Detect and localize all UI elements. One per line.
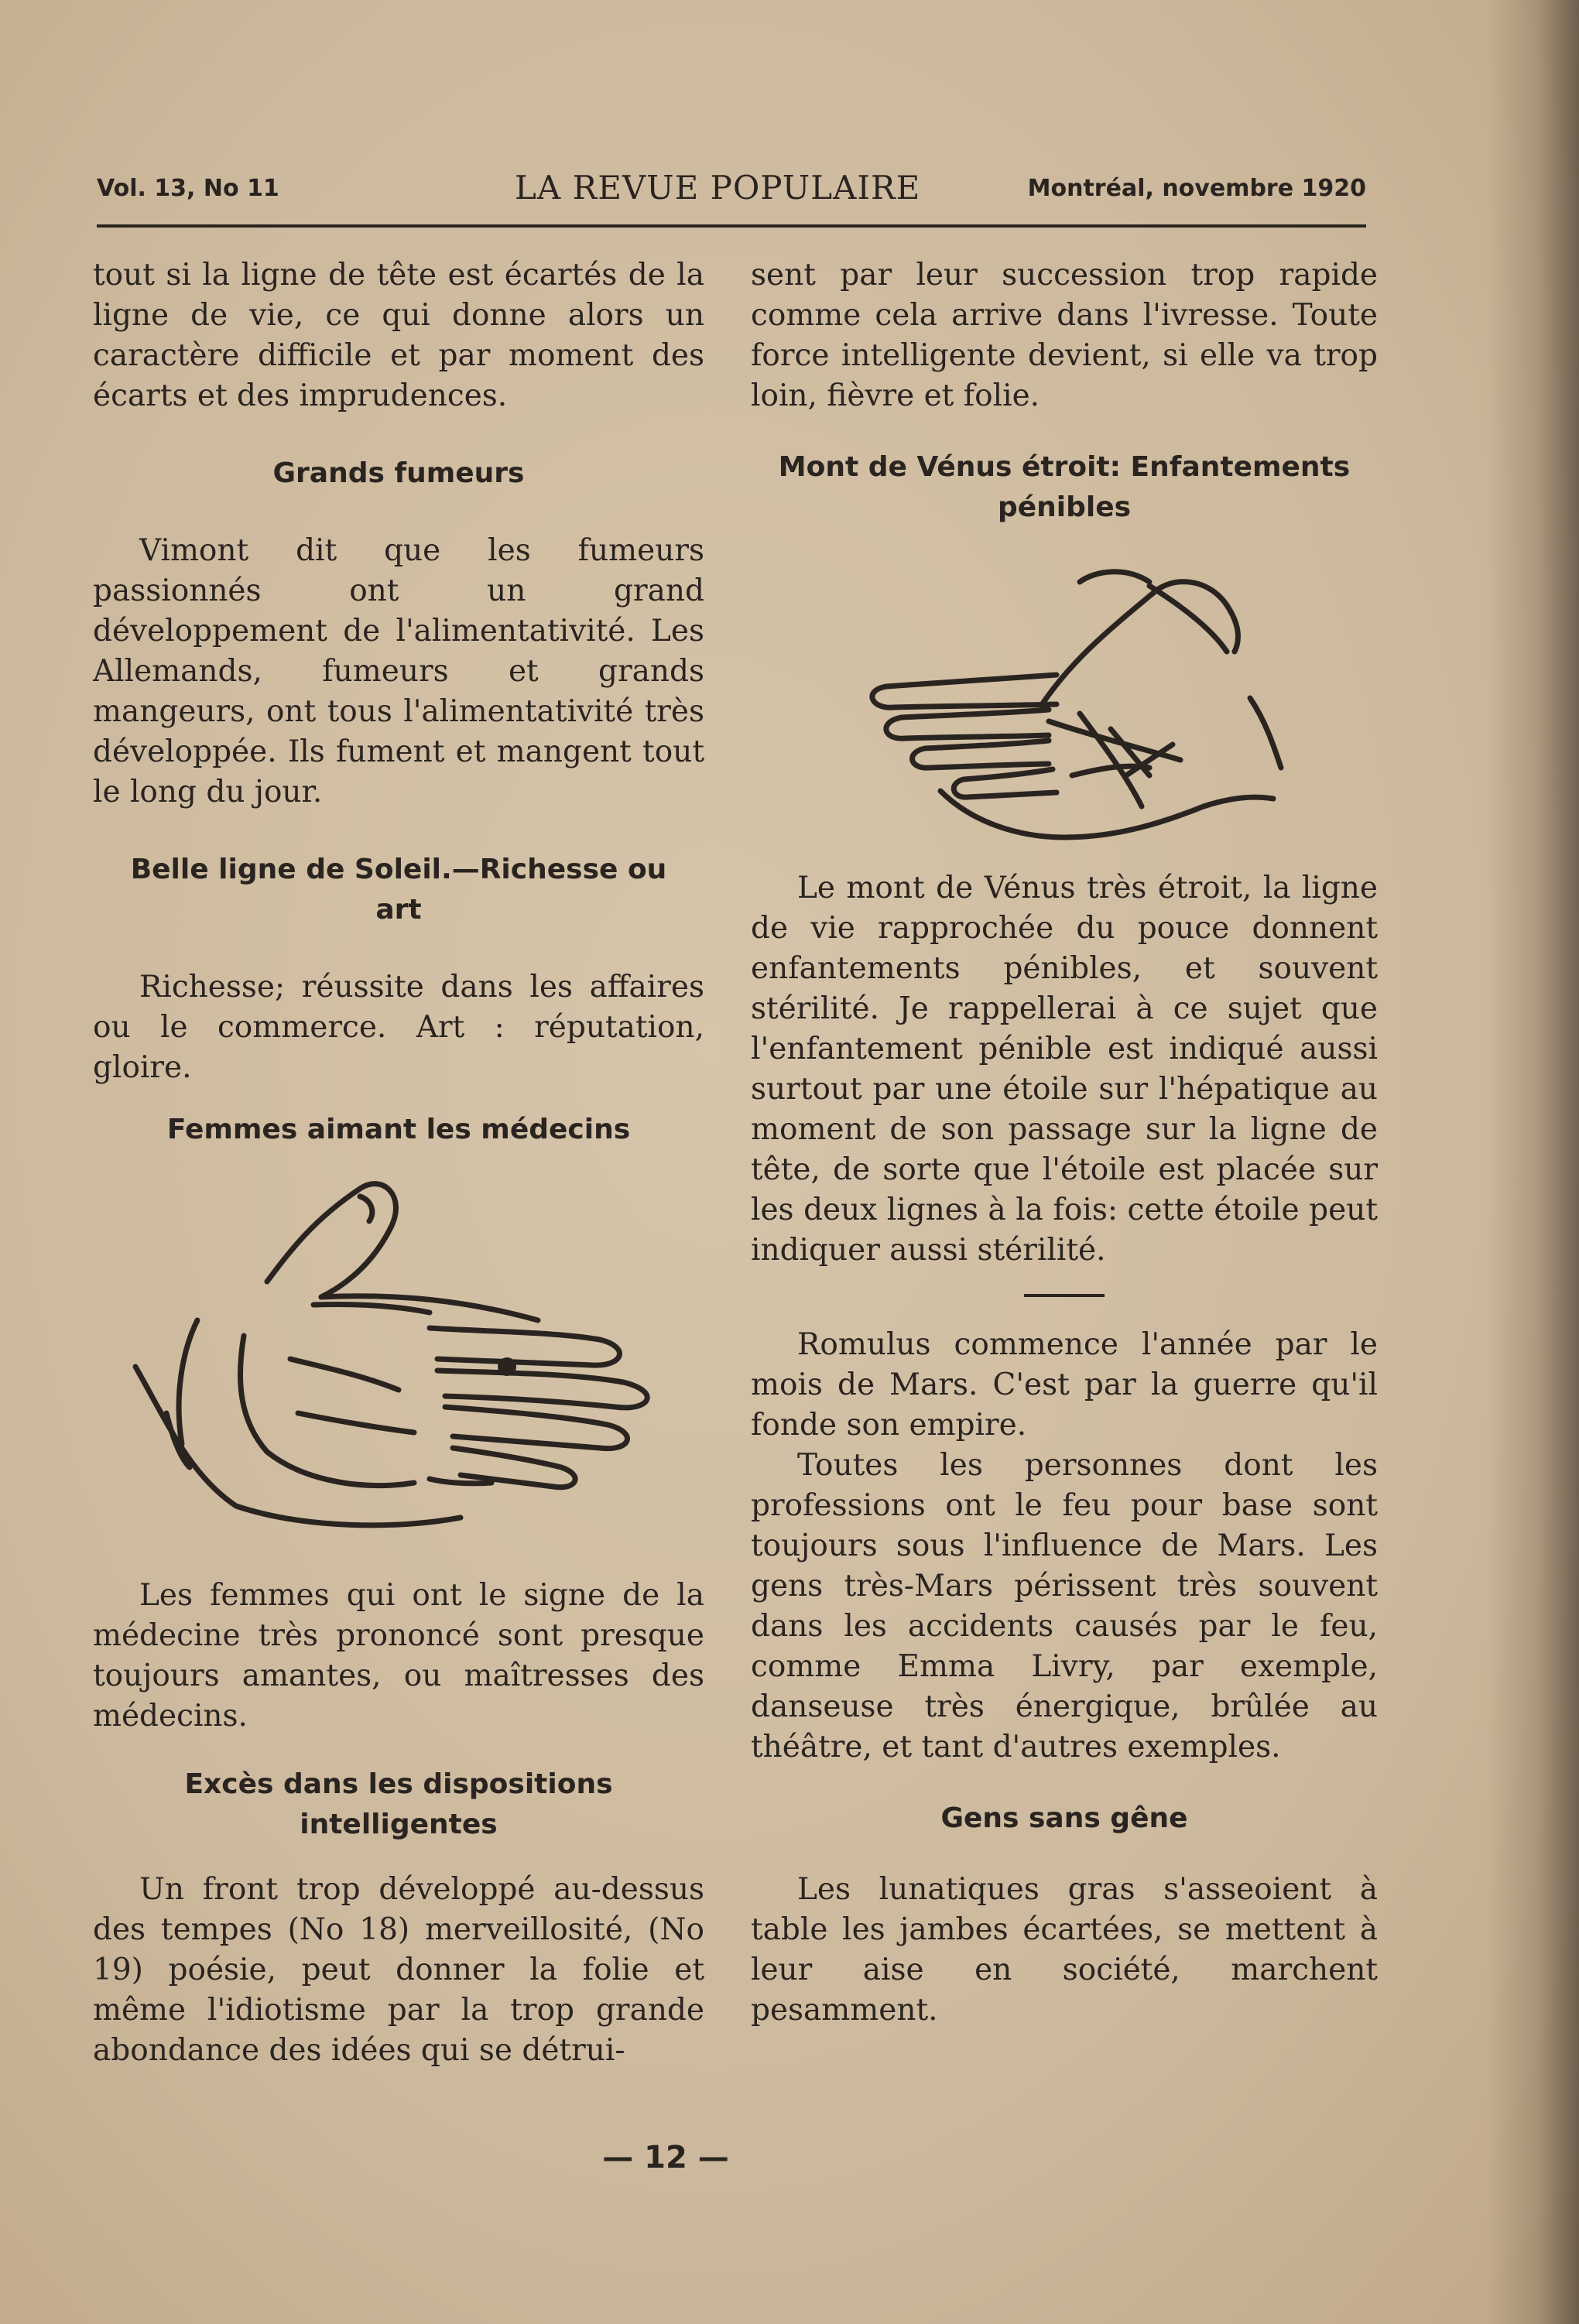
paragraph: Richesse; réussite dans les affaires ou le commerce. Art : réputation, gloire. <box>93 970 704 1085</box>
header-volume: Vol. 13, No 11 <box>97 175 279 202</box>
running-header <box>97 169 1366 215</box>
section-heading: Femmes aimant les médecins <box>166 1114 631 1145</box>
hand-illustration-medicine <box>104 1165 693 1560</box>
header-date: Montréal, novembre 1920 <box>1027 175 1366 202</box>
hand-illustration-venus <box>817 543 1312 853</box>
paragraph: Romulus commence l'année par le mois de Mars. C'est par la guerre qu'il fonde son empire. <box>751 1327 1378 1443</box>
right-column <box>751 255 1378 2031</box>
paragraph: Les femmes qui ont le signe de la médecine très prononcé sont presque toujours amantes, ou maîtresses des médecins. <box>93 1578 704 1734</box>
header-title: LA REVUE POPULAIRE <box>515 169 921 207</box>
page-spine-shadow <box>1486 0 1579 2324</box>
section-heading: Mont de Vénus étroit: Enfantements pénibles <box>778 451 1351 523</box>
section-separator <box>1024 1294 1105 1297</box>
section-heading: Gens sans gêne <box>940 1802 1188 1834</box>
paragraph: tout si la ligne de tête est écartés de la ligne de vie, ce qui donne alors un caractère difficile et par moment des écarts et des imprudences. <box>93 258 704 413</box>
section-heading: Belle ligne de Soleil.—Richesse ou art <box>130 854 667 926</box>
paragraph: Le mont de Vénus très étroit, la ligne de vie rapprochée du pouce donnent enfantements pénibles, et souvent stérilité. Je rappellerai à ce sujet que l'enfantement pénible est indiqué aussi surtout par une étoile sur l'hépatique au moment de son passage sur la ligne de tête, de sorte que l'étoile est placée sur les deux lignes à la fois: cette étoile peut indiquer aussi stérilité. <box>751 871 1378 1268</box>
header-rule <box>97 224 1366 228</box>
section-heading: Grands fumeurs <box>272 457 525 489</box>
paragraph: Un front trop développé au-dessus des tempes (No 18) merveillosité, (No 19) poésie, peut donner la folie et même l'idiotisme par la trop grande abondance des idées qui se détrui- <box>93 1872 704 2068</box>
paragraph: Toutes les personnes dont les professions ont le feu pour base sont toujours sous l'influence de Mars. Les gens très-Mars périssent très souvent dans les accidents causés par le feu, comme Emma Livry, par exemple, danseuse très énergique, brûlée au théâtre, et tant d'autres exemples. <box>751 1448 1378 1764</box>
section-heading: Excès dans les dispositions intelligentes <box>184 1768 613 1840</box>
left-column <box>93 255 704 2071</box>
paragraph: Vimont dit que les fumeurs passionnés ont un grand développement de l'alimentativité. Les Allemands, fumeurs et grands mangeurs, ont tous l'alimentativité très développée. Ils fument et mangent tout le long du jour. <box>93 533 704 809</box>
paragraph: sent par leur succession trop rapide comme cela arrive dans l'ivresse. Toute force intelligente devient, si elle va trop loin, fièvre et folie. <box>751 258 1378 413</box>
paragraph: Les lunatiques gras s'asseoient à table les jambes écartées, se mettent à leur aise en société, marchent pesamment. <box>751 1872 1378 2028</box>
page-number: — 12 — <box>602 2140 729 2175</box>
